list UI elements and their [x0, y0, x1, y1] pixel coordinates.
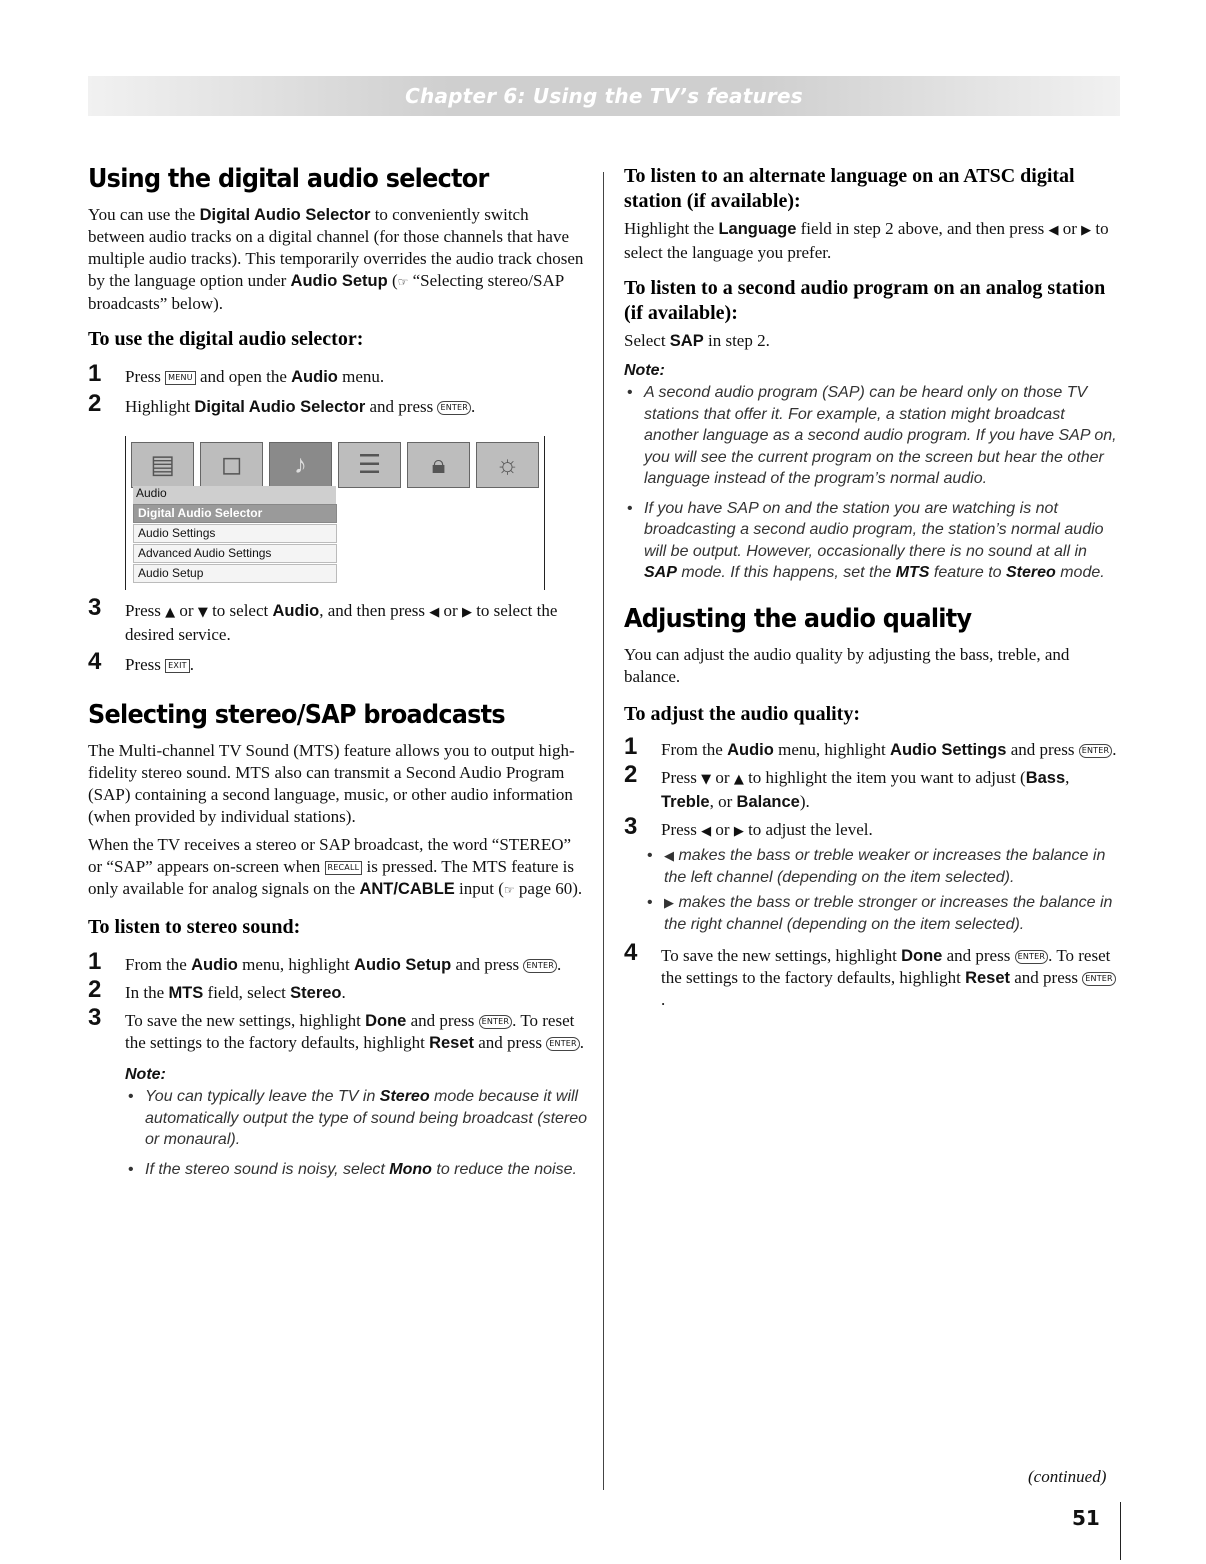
subhead-second-audio: To listen to a second audio program on an analog station (if available):: [624, 277, 1106, 324]
menu-item-audio-settings: Audio Settings: [133, 524, 337, 543]
section-heading-stereo-sap: Selecting stereo/SAP broadcasts: [88, 700, 505, 730]
subhead-stereo-sound: To listen to stereo sound:: [88, 916, 301, 938]
note-item: • A second audio program (SAP) can be heard only on those TV stations that offer it. For example, a station might broadcast another language as a second audio program. If you have SAP on, you will see the current program on the screen but hear the other language instead of the program’s normal audio.: [624, 382, 1118, 490]
stereo-step-3: 3 To save the new settings, highlight Done and press ENTER . To reset the settings to the factory defaults, highlight Reset and press ENTER .: [88, 1004, 585, 1052]
lock-menu-icon: 🔒︎: [407, 442, 470, 488]
subhead-adjust-quality: To adjust the audio quality:: [624, 702, 860, 725]
step-2: 2 Highlight Digital Audio Selector and press ENTER .: [88, 390, 476, 417]
note-heading: Note:: [125, 1066, 166, 1083]
subhead-alternate-language: To listen to an alternate language on an ATSC digital station (if available):: [624, 165, 1075, 212]
up-arrow-icon: ▲: [733, 771, 744, 787]
enter-button-icon: ENTER: [1079, 744, 1113, 758]
enter-button-icon: ENTER: [546, 1037, 580, 1051]
page-number-rule: [1120, 1502, 1121, 1560]
setup-menu-icon: ◻: [200, 442, 263, 488]
down-arrow-icon: ▼: [701, 771, 712, 787]
mts-paragraph: The Multi-channel TV Sound (MTS) feature allows you to output high-fidelity stereo sound. MTS also can transmit a Second Audio Program (SAP) containing a second language, music, or other audio information (when provided by individual stations).: [88, 741, 575, 826]
step-3: 3 Press ▲ or ▼ to select Audio, and then press ◀ or ▶ to select the desired service.: [88, 594, 558, 644]
column-divider: [603, 172, 604, 1490]
audio-menu-icon: ♪: [269, 442, 332, 488]
note-item: • If you have SAP on and the station you are watching is not broadcasting a second audio program, the station’s normal audio will be output. However, occasionally there is no sound at all in SAP mode. If this happens, set the MTS feature to Stereo mode.: [624, 498, 1118, 584]
quality-step-3: 3 Press ◀ or ▶ to adjust the level.: [624, 812, 873, 840]
enter-button-icon: ENTER: [437, 401, 471, 415]
alternate-language-paragraph: Highlight the Language field in step 2 above, and then press ◀ or ▶ to select the language you prefer.: [624, 219, 1109, 262]
enter-button-icon: ENTER: [1015, 950, 1049, 964]
quality-step-4: 4 To save the new settings, highlight Done and press ENTER . To reset the settings to the factory defaults, highlight Reset and press ENTER.: [624, 945, 1118, 1011]
reference-icon: ☞: [397, 275, 409, 289]
chapter-title: Chapter 6: Using the TV’s features: [405, 84, 803, 108]
step-4: 4 Press EXIT .: [88, 648, 194, 675]
recall-button-icon: RECALL: [325, 861, 363, 875]
menu-title: Audio: [133, 486, 336, 504]
left-column: [88, 164, 588, 1188]
right-arrow-icon: ▶: [664, 895, 674, 911]
menu-button-icon: MENU: [165, 371, 196, 385]
preferences-menu-icon: ☰: [338, 442, 401, 488]
quality-step-2: 2 Press ▼ or ▲ to highlight the item you want to adjust (Bass, Treble, or Balance).: [624, 760, 1070, 811]
audio-quality-paragraph: You can adjust the audio quality by adjusting the bass, treble, and balance.: [624, 644, 1070, 686]
stereo-sap-paragraph: When the TV receives a stereo or SAP broadcast, the word “STEREO” or “SAP” appears on-screen when RECALL is pressed. The MTS feature is only available for analog signals on the ANT/CABLE input (☞ page 60).: [88, 835, 583, 898]
right-arrow-icon: ▶: [1081, 223, 1092, 238]
menu-icon-bar: [131, 442, 539, 486]
menu-item-advanced-audio-settings: Advanced Audio Settings: [133, 544, 337, 563]
note-item: • You can typically leave the TV in Stereo mode because it will automatically output the type of sound being broadcast (stereo or monaural).: [125, 1086, 588, 1151]
menu-item-digital-audio-selector: Digital Audio Selector: [133, 504, 337, 523]
sap-paragraph: Select SAP in step 2.: [624, 331, 770, 350]
up-arrow-icon: ▲: [165, 605, 176, 620]
stereo-step-1: 1 From the Audio menu, highlight Audio Setup and press ENTER .: [88, 948, 562, 975]
right-arrow-icon: ▶: [733, 823, 744, 839]
right-arrow-effect-item: • ▶ makes the bass or treble stronger or increases the balance in the right channel (depending on the item selected).: [644, 892, 1118, 935]
enter-button-icon: ENTER: [479, 1015, 513, 1029]
quality-step-1: 1 From the Audio menu, highlight Audio Settings and press ENTER .: [624, 732, 1117, 760]
stereo-note: [125, 1066, 588, 1180]
section-heading-audio-quality: Adjusting the audio quality: [624, 603, 972, 634]
chapter-banner: [88, 76, 1120, 116]
step-1: 1 Press MENU and open the Audio menu.: [88, 360, 385, 387]
left-arrow-icon: ◀: [429, 605, 440, 620]
note-item: • If the stereo sound is noisy, select Mono to reduce the noise.: [125, 1159, 588, 1181]
left-arrow-icon: ◀: [701, 823, 712, 839]
note-heading: Note:: [624, 362, 665, 379]
applications-menu-icon: ☼: [476, 442, 539, 488]
section-heading-digital-audio: Using the digital audio selector: [88, 164, 489, 194]
left-arrow-icon: ◀: [1048, 223, 1059, 238]
menu-item-audio-setup: Audio Setup: [133, 564, 337, 583]
sap-note: [624, 362, 1118, 584]
exit-button-icon: EXIT: [165, 659, 190, 673]
enter-button-icon: ENTER: [523, 959, 557, 973]
reference-icon: ☞: [503, 883, 515, 897]
subhead-use-selector: To use the digital audio selector:: [88, 328, 364, 350]
down-arrow-icon: ▼: [197, 605, 208, 620]
continued-label: (continued): [1028, 1467, 1107, 1486]
page-number: 51: [1072, 1506, 1100, 1530]
right-arrow-icon: ▶: [461, 605, 472, 620]
audio-menu-screenshot: [125, 436, 545, 590]
left-arrow-icon: ◀: [664, 848, 674, 864]
right-column: [624, 164, 1118, 1011]
enter-button-icon: ENTER: [1082, 972, 1116, 986]
left-arrow-effect-item: • ◀ makes the bass or treble weaker or increases the balance in the left channel (depending on the item selected).: [644, 845, 1118, 888]
stereo-step-2: 2 In the MTS field, select Stereo.: [88, 976, 346, 1003]
picture-menu-icon: ▤: [131, 442, 194, 488]
intro-paragraph: You can use the Digital Audio Selector to conveniently switch between audio tracks on a digital channel (for those channels that have multiple audio tracks). This temporarily overrides the audio track chosen by the language option under Audio Setup (☞ “Selecting stereo/SAP broadcasts” below).: [88, 205, 584, 313]
